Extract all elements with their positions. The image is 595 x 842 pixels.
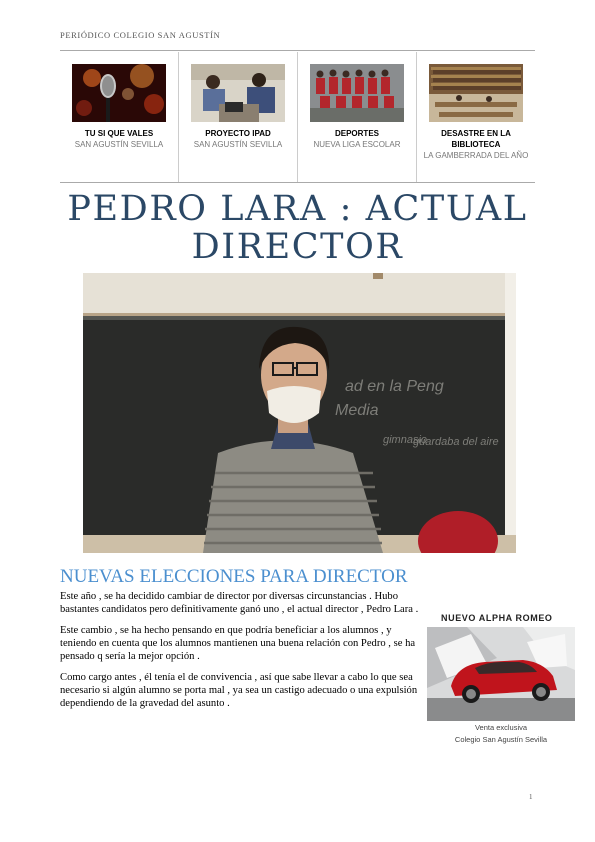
teaser-title: DEPORTES: [334, 129, 379, 138]
football-team-photo[interactable]: [310, 64, 404, 122]
chalk-line: guardaba del aire: [413, 436, 499, 448]
teaser-sports[interactable]: [298, 52, 417, 182]
teaser-subtitle: LA GAMBERRADA DEL AÑO: [423, 151, 529, 160]
ad-line-2: Colegio San Agustín Sevilla: [454, 735, 548, 744]
teaser-talent[interactable]: [60, 52, 179, 182]
students-ipad-photo[interactable]: [191, 64, 285, 122]
teaser-subtitle: SAN AGUSTÍN SEVILLA: [74, 140, 164, 149]
header-rule: [60, 50, 535, 51]
teaser-strip: [60, 52, 535, 182]
teaser-title: TU SI QUE VALES: [84, 129, 154, 138]
article-body: [60, 590, 422, 718]
publication-header: PERIÓDICO COLEGIO SAN AGUSTÍN: [60, 30, 221, 40]
teaser-library[interactable]: [417, 52, 535, 182]
chalk-line: Media: [335, 402, 379, 419]
sub-headline: NUEVAS ELECCIONES PARA DIRECTOR: [60, 566, 408, 587]
library-photo[interactable]: [429, 64, 523, 122]
article-paragraph: Este año , se ha decidido cambiar de director por diversas circunstancias . Hubo bastantes candidatos pero definitivamente ganó uno , el actual director , Pedro Lara .: [60, 591, 419, 615]
page-number: 1: [529, 793, 533, 801]
ad-line-1: Venta exclusiva: [474, 723, 528, 732]
teaser-title: PROYECTO IPAD: [205, 129, 271, 138]
car-advertisement[interactable]: [427, 608, 575, 748]
article-paragraph: Como cargo antes , él tenía el de convivencia , así que sabe llevar a cabo lo que sea necesario si algún alumno se porta mal , ya sea un castigo adecuado o una expulsión dependiendo de la gravedad del asunto .: [60, 672, 418, 709]
microphone-photo[interactable]: [72, 64, 166, 122]
teaser-rule: [60, 182, 535, 183]
teaser-subtitle: NUEVA LIGA ESCOLAR: [313, 140, 401, 149]
ad-title: NUEVO ALPHA ROMEO: [441, 613, 553, 623]
article-paragraph: Este cambio , se ha hecho pensando en que podría beneficiar a los alumnos , y teniendo en cuenta que los alumnos mantienen una buena relación con Pedro , se ha pensado q sería la mejor opción .: [60, 625, 416, 662]
teaser-title: DESASTRE EN LA BIBLIOTECA: [441, 129, 511, 149]
chalk-line: gimnasio: [383, 434, 428, 446]
chalk-line: ad en la Peng: [345, 378, 444, 395]
teaser-ipad[interactable]: [179, 52, 298, 182]
main-headline: PEDRO LARA : ACTUAL DIRECTOR: [67, 189, 528, 267]
teaser-subtitle: SAN AGUSTÍN SEVILLA: [193, 140, 283, 149]
teacher-portrait-photo: [83, 273, 516, 553]
